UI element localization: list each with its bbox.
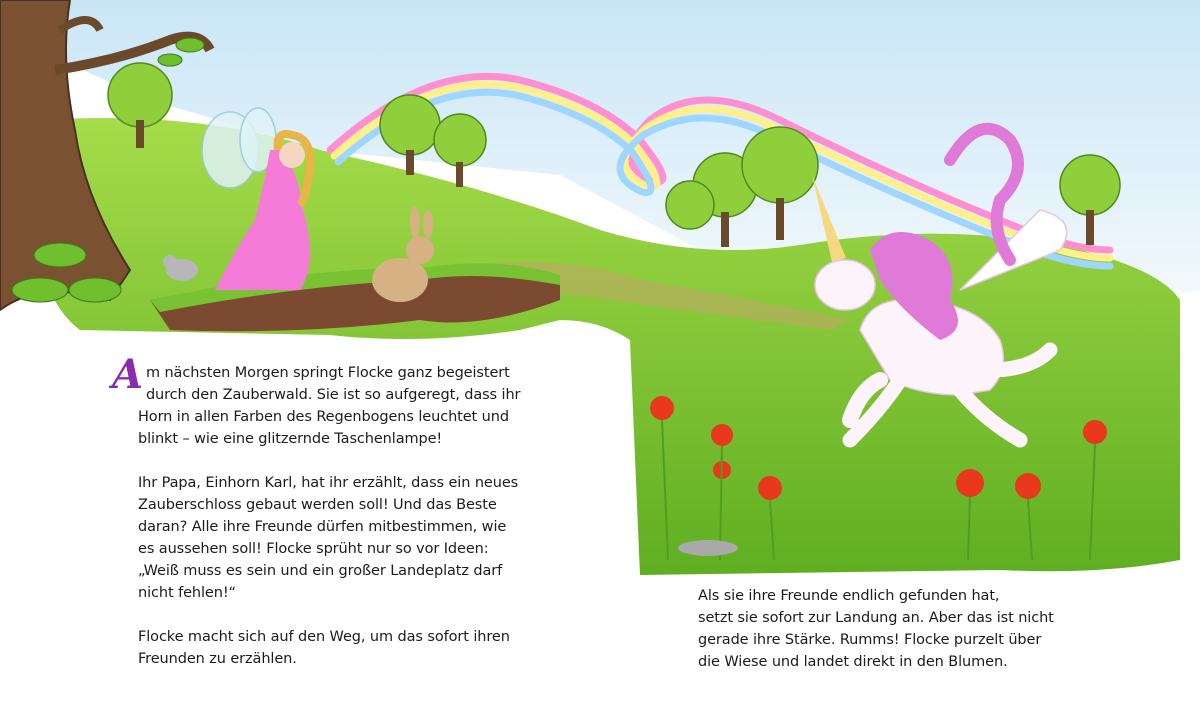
left-paragraph-1: [112, 351, 538, 450]
right-story-text: [698, 585, 1098, 673]
drop-cap: A: [112, 351, 143, 398]
right-paragraph-1: Als sie ihre Freunde endlich gefunden hat, setzt sie sofort zur Landung an. Aber das ist nicht gerade ihre Stärke. Rumms! Flocke purzelt über die Wiese und landet direkt in den Blumen.: [698, 588, 1054, 670]
left-paragraph-1-text: m nächsten Morgen springt Flocke ganz begeistert durch den Zauberwald. Sie ist so aufgeregt, dass ihr Horn in allen Farben des Regenbogens leuchtet und blinkt – wie eine glitzernde Taschenlampe!: [138, 365, 521, 447]
left-paragraph-3: Flocke macht sich auf den Weg, um das sofort ihren Freunden zu erzählen.: [138, 629, 510, 667]
left-story-text: [112, 351, 538, 670]
left-paragraph-2: Ihr Papa, Einhorn Karl, hat ihr erzählt, dass ein neues Zauberschloss gebaut werden soll! Und das Beste daran? Alle ihre Freunde dürfen mitbestimmen, wie es aussehen soll! Flocke sprüht nur so vor Ideen: „Weiß muss es sein und ein großer Landeplatz darf nicht fehlen!“: [138, 475, 519, 601]
